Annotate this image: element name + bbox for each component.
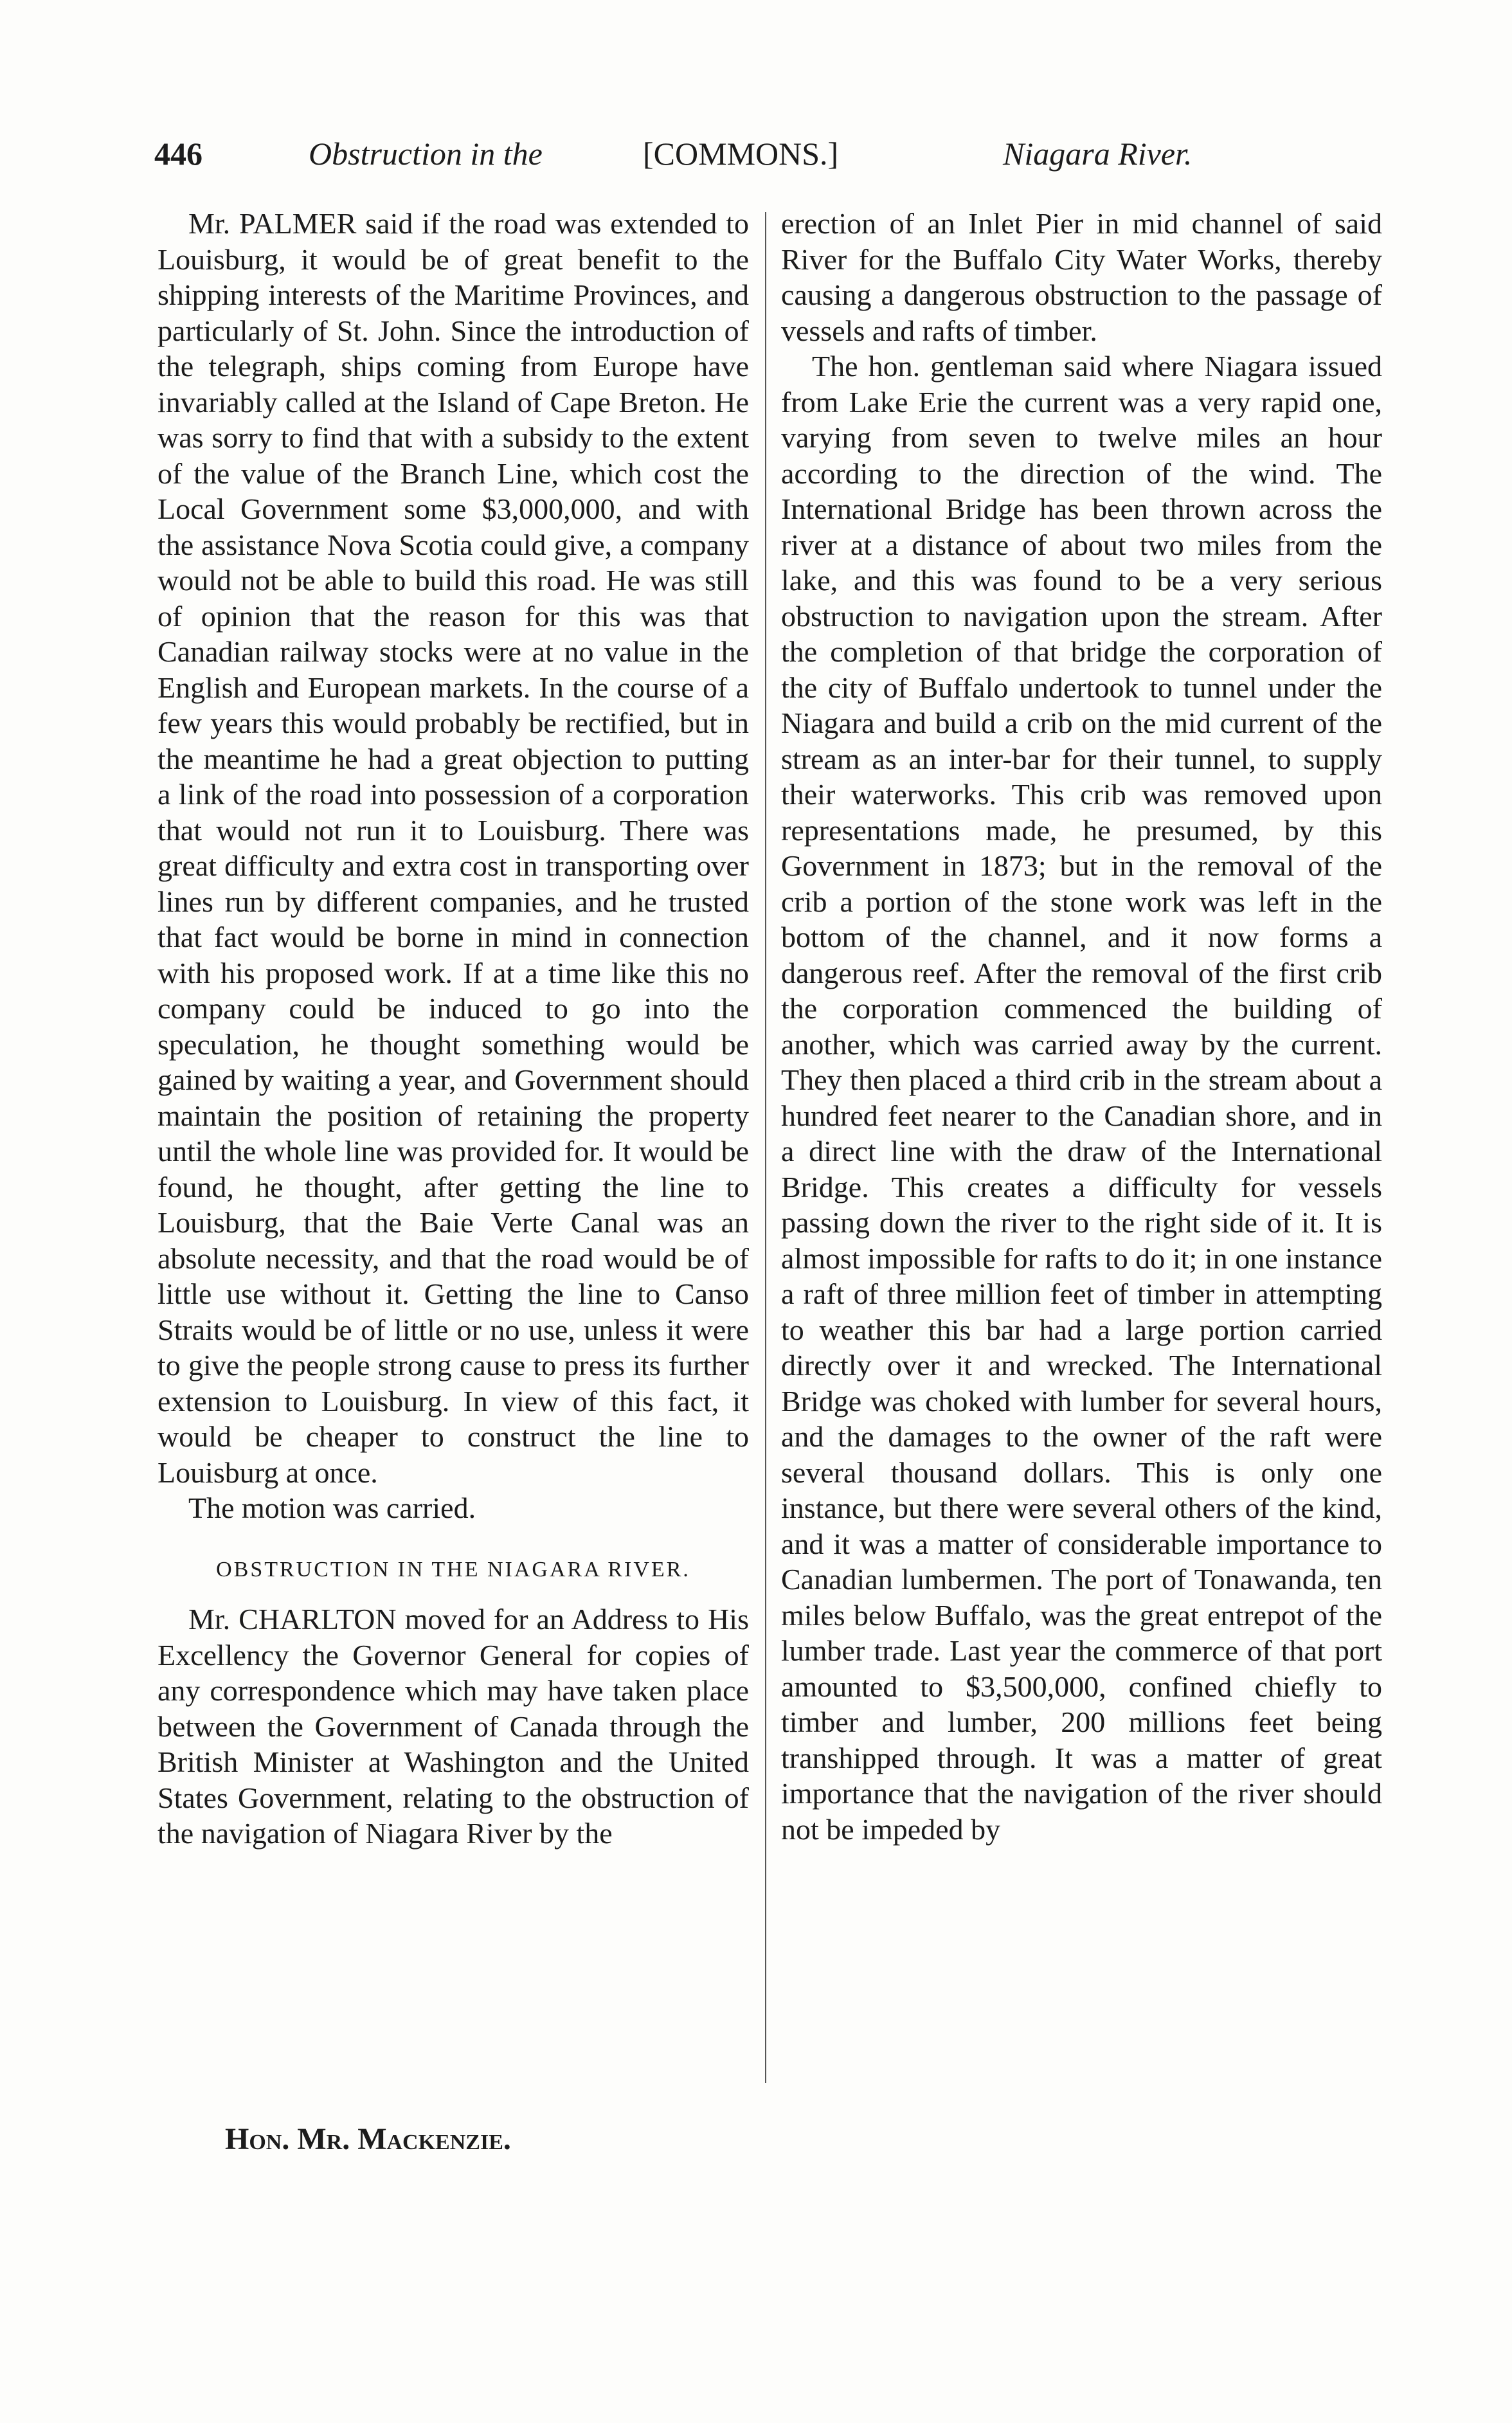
charlton-speech-paragraph: The hon. gentleman said where Niagara issued from Lake Erie the current was a very rapid one, varying from seven to twelve miles an hour according to the direction of the wind. The International Bridge has been thrown across the river at a distance of about two miles from the lake, and this was found to be a very serious obstruction to navigation upon the stream. After the completion of that bridge the corporation of the city of Buffalo undertook to tunnel under the Niagara and build a crib on the mid current of the stream as an inter-bar for their tunnel, to supply their waterworks. This crib was removed upon representations made, he presumed, by this Government in 1873; but in the removal of the crib a portion of the stone work was left in the bottom of the channel, and it now forms a dangerous reef. After the removal of the first crib the corporation commenced the building of another, which was carried away by the current. They then placed a third crib in the stream about a hundred feet nearer to the Canadian shore, and in a direct line with the draw of the International Bridge. This creates a difficulty for vessels passing down the river to the right side of it. It is almost impossible for rafts to do it; in one instance a raft of three million feet of timber in attempting to weather this bar had a large portion carried directly over it and wrecked. The International Bridge was choked with lumber for several hours, and the damages to the owner of the raft were several thousand dollars. This is only one instance, but there were several others of the kind, and it was a matter of considerable importance to Canadian lumbermen. The port of Tonawanda, ten miles below Buffalo, was the great entrepot of the lumber trade. Last year the commerce of that port amounted to $3,500,000, confined chiefly to timber and lumber, 200 millions feet being transhipped through. It was a matter of great importance that the navigation of the river should not be impeded by bbox=[781, 350, 1382, 1846]
palmer-paragraph: Mr. PALMER said if the road was extended to Louisburg, it would be of great benefit to the shipping interests of the Maritime Provinces, and particularly of St. John. Since the introduction of the telegraph, ships coming from Europe have invariably called at the Island of Cape Breton. He was sorry to find that with a subsidy to the extent of the value of the Branch Line, which cost the Local Government some $3,000,000, and with the assistance Nova Scotia could give, a company would not be able to build this road. He was still of opinion that the reason for this was that Canadian railway stocks were at no value in the English and European markets. In the course of a few years this would probably be rectified, but in the meantime he had a great objection to putting a link of the road into possession of a corporation that would not run it to Louisburg. There was great difficulty and extra cost in transporting over lines run by different companies, and he trusted that fact would be borne in mind in connection with his proposed work. If at a time like this no company could be induced to go into the speculation, he thought something would be gained by waiting a year, and Government should maintain the position of retaining the property until the whole line was provided for. It would be found, he thought, after getting the line to Louisburg, that the Baie Verte Canal was an absolute necessity, and that the road would be of little use without it. Getting the line to Canso Straits would be of little or no use, unless it were to give the people strong cause to press its further extension to Louisburg. In view of this fact, it would be cheaper to construct the line to Louisburg at once. bbox=[158, 207, 749, 1489]
left-column bbox=[158, 206, 749, 1851]
page-number: 446 bbox=[154, 136, 203, 172]
section-heading: OBSTRUCTION IN THE NIAGARA RIVER. bbox=[216, 1557, 690, 1581]
right-column bbox=[781, 206, 1382, 1847]
chamber-label: [COMMONS.] bbox=[643, 136, 839, 172]
page-header bbox=[148, 135, 1241, 193]
column-divider bbox=[765, 212, 766, 2083]
running-title-left: Obstruction in the bbox=[309, 136, 543, 172]
charlton-motion-paragraph: Mr. CHARLTON moved for an Address to His Excellency the Governor General for copies of any correspondence which may have taken place between the Government of Canada through the British Minister at Washington and the United States Government, relating to the obstruction of the navigation of Niagara River by the bbox=[158, 1603, 749, 1850]
running-title-right: Niagara River. bbox=[1003, 136, 1192, 172]
motion-continuation: erection of an Inlet Pier in mid channel of said River for the Buffalo City Water Works, thereby causing a dangerous obstruction to the passage of vessels and rafts of timber. bbox=[781, 207, 1382, 347]
motion-carried: The motion was carried. bbox=[188, 1491, 476, 1524]
next-speaker: Hon. Mr. Mackenzie. bbox=[225, 2122, 511, 2156]
